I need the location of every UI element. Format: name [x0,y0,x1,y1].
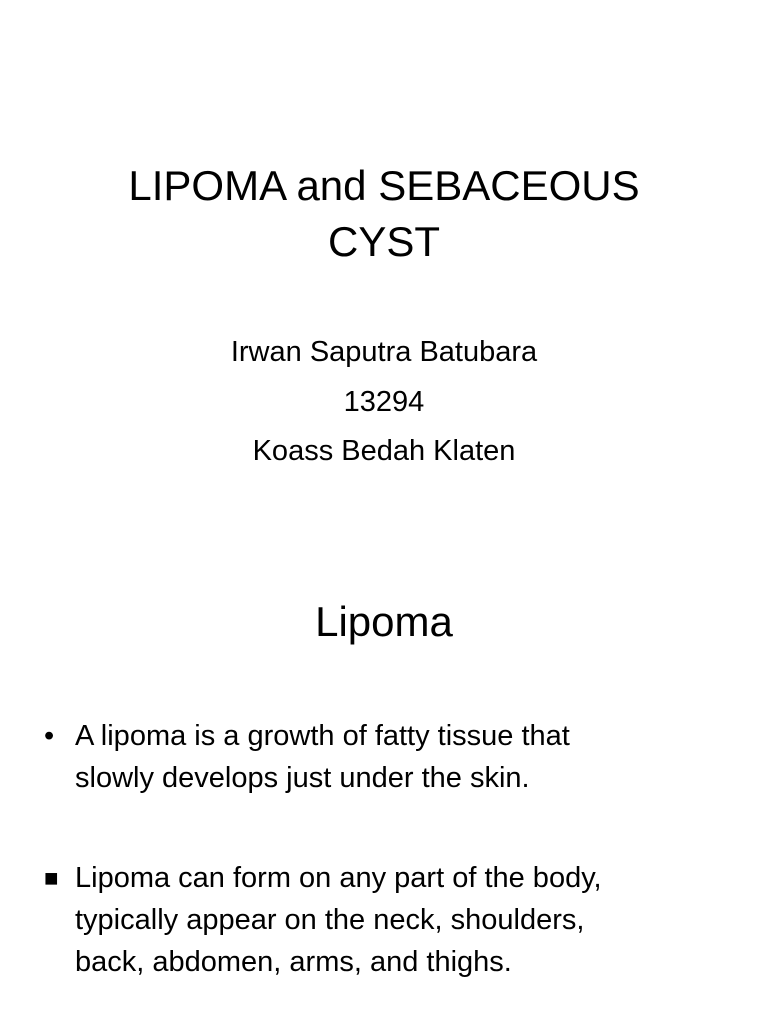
bullet-item [44,857,734,983]
slide-title-line-2: CYST [327,218,440,265]
author-name: Irwan Saputra Batubara [230,336,538,368]
bullet-dot-icon: • [44,720,55,752]
bullet-text-line: slowly develops just under the skin. [75,762,530,794]
bullet-text-line: Lipoma can form on any part of the body, [75,862,602,894]
bullet-square-icon: ■ [44,865,59,892]
bullet-text-line: A lipoma is a growth of fatty tissue that [75,720,570,752]
slide-title-line-1: LIPOMA and SEBACEOUS [128,162,640,209]
student-id: 13294 [343,386,425,418]
bullet-item [44,715,734,799]
bullet-text-line: typically appear on the neck, shoulders, [75,904,585,936]
bullet-text-line: back, abdomen, arms, and thighs. [75,946,512,978]
department: Koass Bedah Klaten [252,435,516,467]
slide-heading: Lipoma [315,598,453,645]
content-slide [0,560,768,1024]
